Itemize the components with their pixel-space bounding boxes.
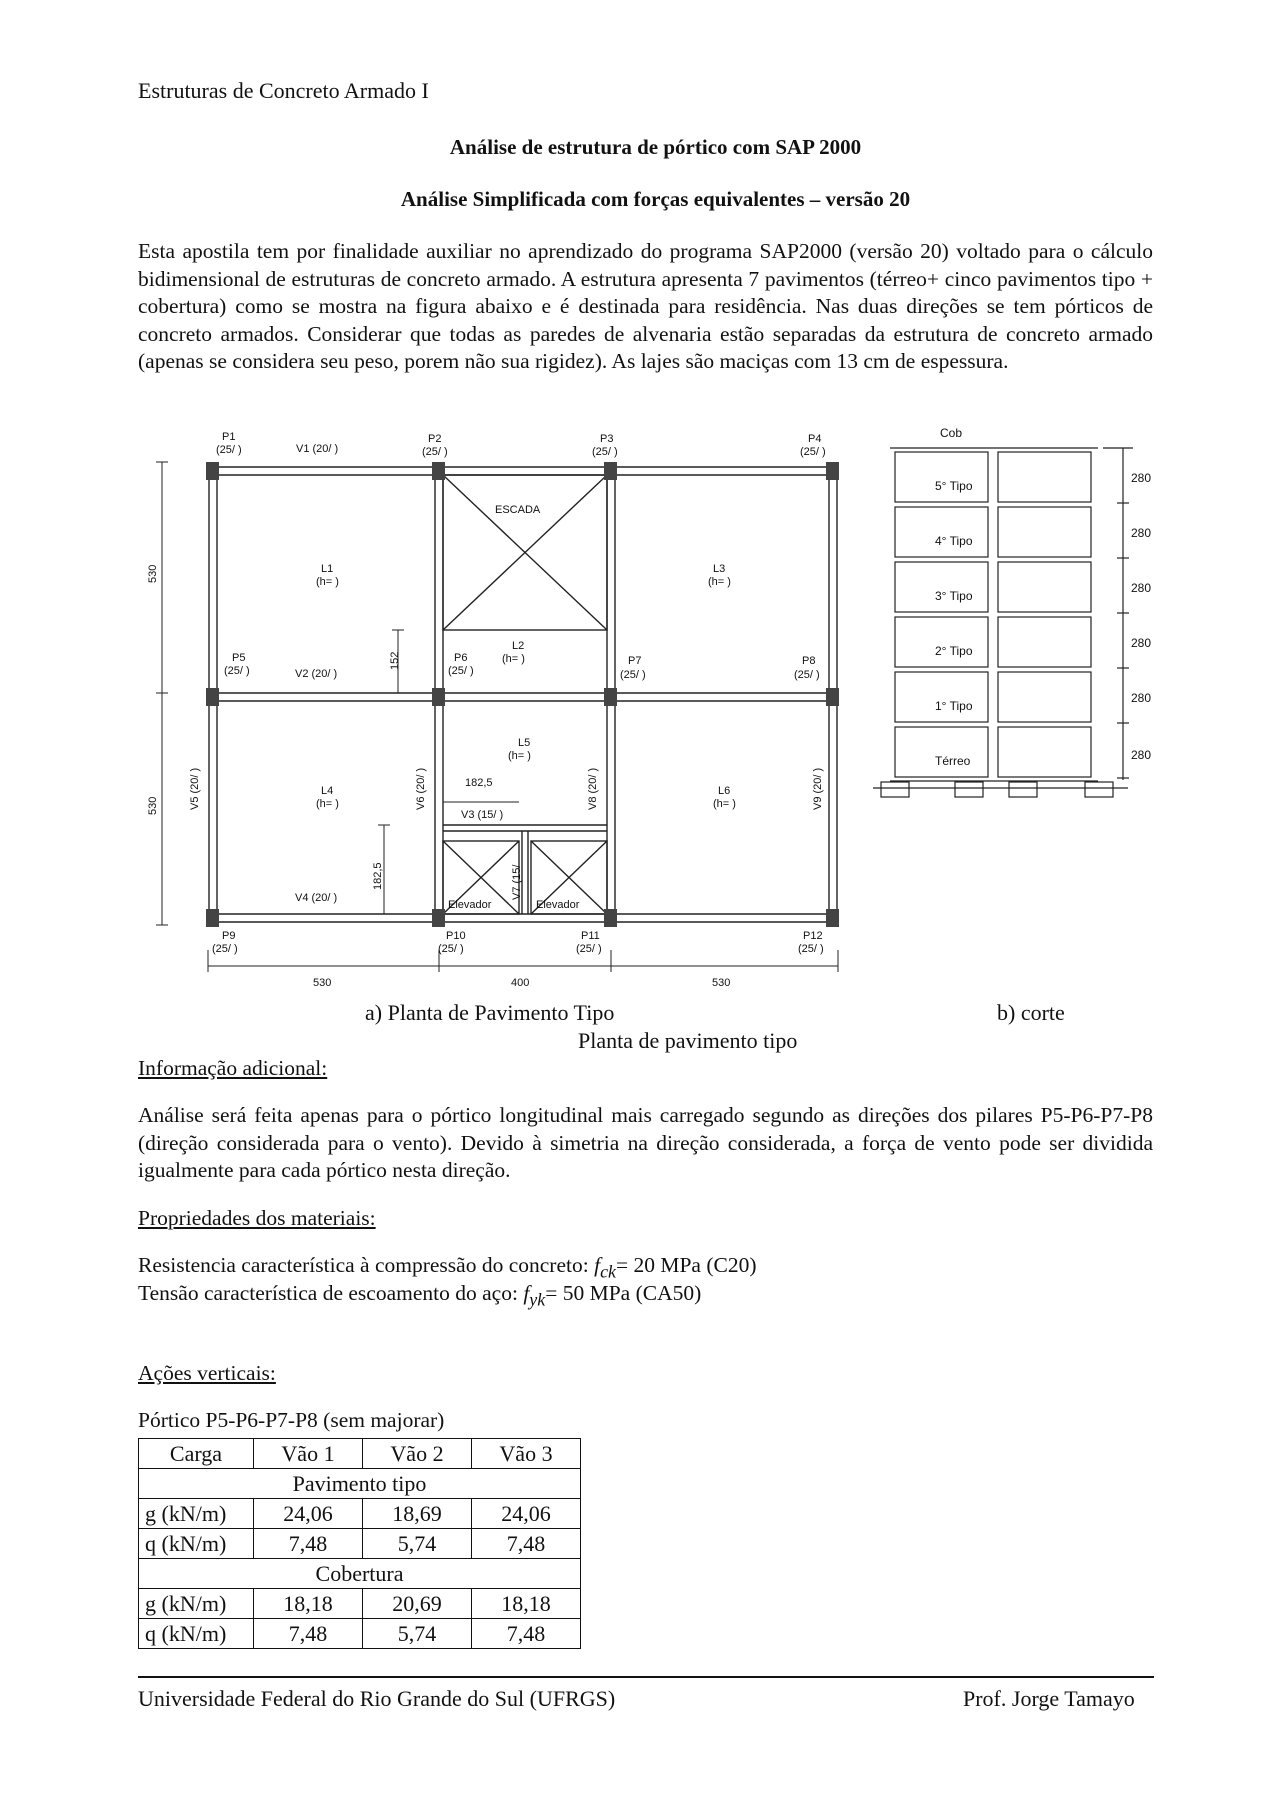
cell: 24,06: [472, 1499, 581, 1529]
label-b530a: 530: [313, 977, 332, 989]
course-header: Estruturas de Concreto Armado I: [138, 78, 429, 103]
label-d182b: 182,5: [372, 862, 384, 890]
section-labels: [935, 426, 1151, 768]
table-title: Pórtico P5-P6-P7-P8 (sem majorar): [138, 1408, 445, 1432]
col-header: Vão 1: [254, 1439, 363, 1469]
level-1: 1° Tipo: [935, 699, 973, 713]
label-v3: V3 (15/ ): [461, 809, 504, 821]
level-2: 2° Tipo: [935, 644, 973, 658]
table-row: [139, 1589, 581, 1619]
label-p10: P10: [446, 930, 466, 942]
label-elevator-1: Elevador: [448, 899, 492, 911]
label-p1: P1: [222, 431, 236, 443]
col-header: Vão 3: [472, 1439, 581, 1469]
col-header: Carga: [139, 1439, 254, 1469]
label-p4-sec: (25/ ): [800, 446, 826, 458]
materials-heading: Propriedades dos materiais:: [138, 1206, 376, 1230]
row-label: q (kN/m): [139, 1529, 254, 1559]
level-3: 3° Tipo: [935, 589, 973, 603]
label-p9: P9: [222, 930, 236, 942]
cell: 24,06: [254, 1499, 363, 1529]
label-l1: L1: [321, 563, 334, 575]
height-3: 280: [1131, 581, 1152, 595]
dimension-lines: [156, 462, 838, 972]
label-l6: L6: [718, 785, 731, 797]
label-l1-h: (h= ): [316, 576, 339, 588]
height-4: 280: [1131, 636, 1152, 650]
level-terreo: Térreo: [935, 754, 971, 768]
caption-b: b) corte: [997, 1000, 1065, 1025]
info-paragraph: Análise será feita apenas para o pórtico longitudinal mais carregado segundo as direções dos pilares P5-P6-P7-P8 (direção considerada para o vento). Devido à simetria na direção considerada, a força de vento pode ser dividida igualmente para cada pórtico nesta direção.: [138, 1103, 1153, 1182]
label-p12: P12: [803, 930, 823, 942]
concrete-strength: Resistencia característica à compressão do concreto: $f_{ck}= 20$ MPa (C20): [138, 1253, 757, 1282]
label-p7: P7: [628, 655, 642, 667]
label-b530b: 530: [712, 977, 731, 989]
footer-divider: [138, 1676, 1154, 1678]
steel-strength: Tensão característica de escoamento do aço: $f_{yk}= 50$ MPa (CA50): [138, 1281, 702, 1310]
label-p11-sec: (25/ ): [576, 943, 602, 955]
label-v1: V1 (20/ ): [296, 443, 339, 455]
label-l5-h: (h= ): [508, 750, 531, 762]
intro-paragraph: Esta apostila tem por finalidade auxiliar no aprendizado do programa SAP2000 (versão 20) voltado para o cálculo bidimensional de estruturas de concreto armado. A estrutura apresenta 7 pavimentos (térreo+ cinco pavimentos tipo + cobertura) como se mostra na figura abaixo e é destinada para residência. Nas duas direções se tem pórticos de concreto armados. Considerar que todas as paredes de alvenaria estão separadas da estrutura de concreto armado (apenas se considera seu peso, porem não sua rigidez). As lajes são maciças com 13 cm de espessura.: [138, 239, 1153, 373]
footer-university: Universidade Federal do Rio Grande do Sul (UFRGS): [138, 1686, 616, 1711]
label-p11: P11: [581, 930, 600, 942]
table-header-row: [139, 1439, 581, 1469]
label-p9-sec: (25/ ): [212, 943, 238, 955]
label-stair: ESCADA: [495, 504, 541, 516]
label-l2: L2: [512, 640, 525, 652]
table-row: [139, 1529, 581, 1559]
section-label: Pavimento tipo: [139, 1469, 581, 1499]
label-p10-sec: (25/ ): [438, 943, 464, 955]
cell: 20,69: [363, 1589, 472, 1619]
label-p8-sec: (25/ ): [794, 669, 820, 681]
info-heading: Informação adicional:: [138, 1056, 328, 1080]
cell: 18,18: [254, 1589, 363, 1619]
label-b400: 400: [511, 977, 530, 989]
cell: 18,18: [472, 1589, 581, 1619]
label-l3-h: (h= ): [708, 576, 731, 588]
cell: 18,69: [363, 1499, 472, 1529]
label-v2: V2 (20/ ): [295, 668, 338, 680]
level-4: 4° Tipo: [935, 534, 973, 548]
level-cob: Cob: [940, 426, 963, 440]
section-row: [139, 1469, 581, 1499]
cell: 5,74: [363, 1619, 472, 1649]
plan-beams: [208, 467, 838, 922]
caption-a: a) Planta de Pavimento Tipo: [365, 1000, 615, 1025]
label-p3-sec: (25/ ): [592, 446, 618, 458]
cell: 7,48: [254, 1529, 363, 1559]
cell: 7,48: [472, 1529, 581, 1559]
caption-main: Planta de pavimento tipo: [578, 1028, 798, 1053]
label-l4-h: (h= ): [316, 798, 339, 810]
actions-heading: Ações verticais:: [138, 1361, 276, 1385]
height-5: 280: [1131, 691, 1152, 705]
label-v4: V4 (20/ ): [295, 892, 338, 904]
label-p3: P3: [600, 433, 614, 445]
plan-labels: [147, 431, 826, 989]
section-drawing: [873, 448, 1133, 797]
label-p8: P8: [802, 655, 816, 667]
label-d152: 152: [389, 651, 401, 670]
figure-drawing: [138, 410, 1158, 1000]
label-d182: 182,5: [465, 777, 493, 789]
height-2: 280: [1131, 526, 1152, 540]
cell: 5,74: [363, 1529, 472, 1559]
label-d530b: 530: [147, 796, 159, 815]
height-6: 280: [1131, 748, 1152, 762]
label-v6: V6 (20/ ): [415, 767, 427, 810]
row-label: g (kN/m): [139, 1589, 254, 1619]
row-label: q (kN/m): [139, 1619, 254, 1649]
cell: 7,48: [254, 1619, 363, 1649]
loads-table: [138, 1438, 581, 1649]
label-l2-h: (h= ): [502, 653, 525, 665]
footer-author: Prof. Jorge Tamayo: [963, 1686, 1135, 1711]
structure-figure: [138, 410, 1158, 1000]
label-l4: L4: [321, 785, 334, 797]
label-v9: V9 (20/ ): [812, 767, 824, 810]
col-header: Vão 2: [363, 1439, 472, 1469]
label-v5: V5 (20/ ): [189, 767, 201, 810]
row-label: g (kN/m): [139, 1499, 254, 1529]
label-p12-sec: (25/ ): [798, 943, 824, 955]
label-l5: L5: [518, 737, 531, 749]
level-5: 5° Tipo: [935, 479, 973, 493]
label-p2: P2: [428, 433, 442, 445]
label-l6-h: (h= ): [713, 798, 736, 810]
table-row: [139, 1499, 581, 1529]
label-p2-sec: (25/ ): [422, 446, 448, 458]
label-p6: P6: [454, 652, 468, 664]
document-title: Análise de estrutura de pórtico com SAP 2000: [449, 135, 862, 159]
label-p5: P5: [232, 652, 246, 664]
section-row: [139, 1559, 581, 1589]
label-p4: P4: [808, 433, 822, 445]
table-row: [139, 1619, 581, 1649]
label-v7: V7 (15/: [511, 864, 523, 900]
label-l3: L3: [713, 563, 726, 575]
cell: 7,48: [472, 1619, 581, 1649]
label-p6-sec: (25/ ): [448, 665, 474, 677]
label-v8: V8 (20/ ): [587, 767, 599, 810]
label-p7-sec: (25/ ): [620, 669, 646, 681]
section-label: Cobertura: [139, 1559, 581, 1589]
label-p5-sec: (25/ ): [224, 665, 250, 677]
height-1: 280: [1131, 471, 1152, 485]
label-p1-sec: (25/ ): [216, 444, 242, 456]
label-d530a: 530: [147, 564, 159, 583]
document-subtitle: Análise Simplificada com forças equivalentes – versão 20: [400, 187, 911, 211]
label-elevator-2: Elevador: [536, 899, 580, 911]
